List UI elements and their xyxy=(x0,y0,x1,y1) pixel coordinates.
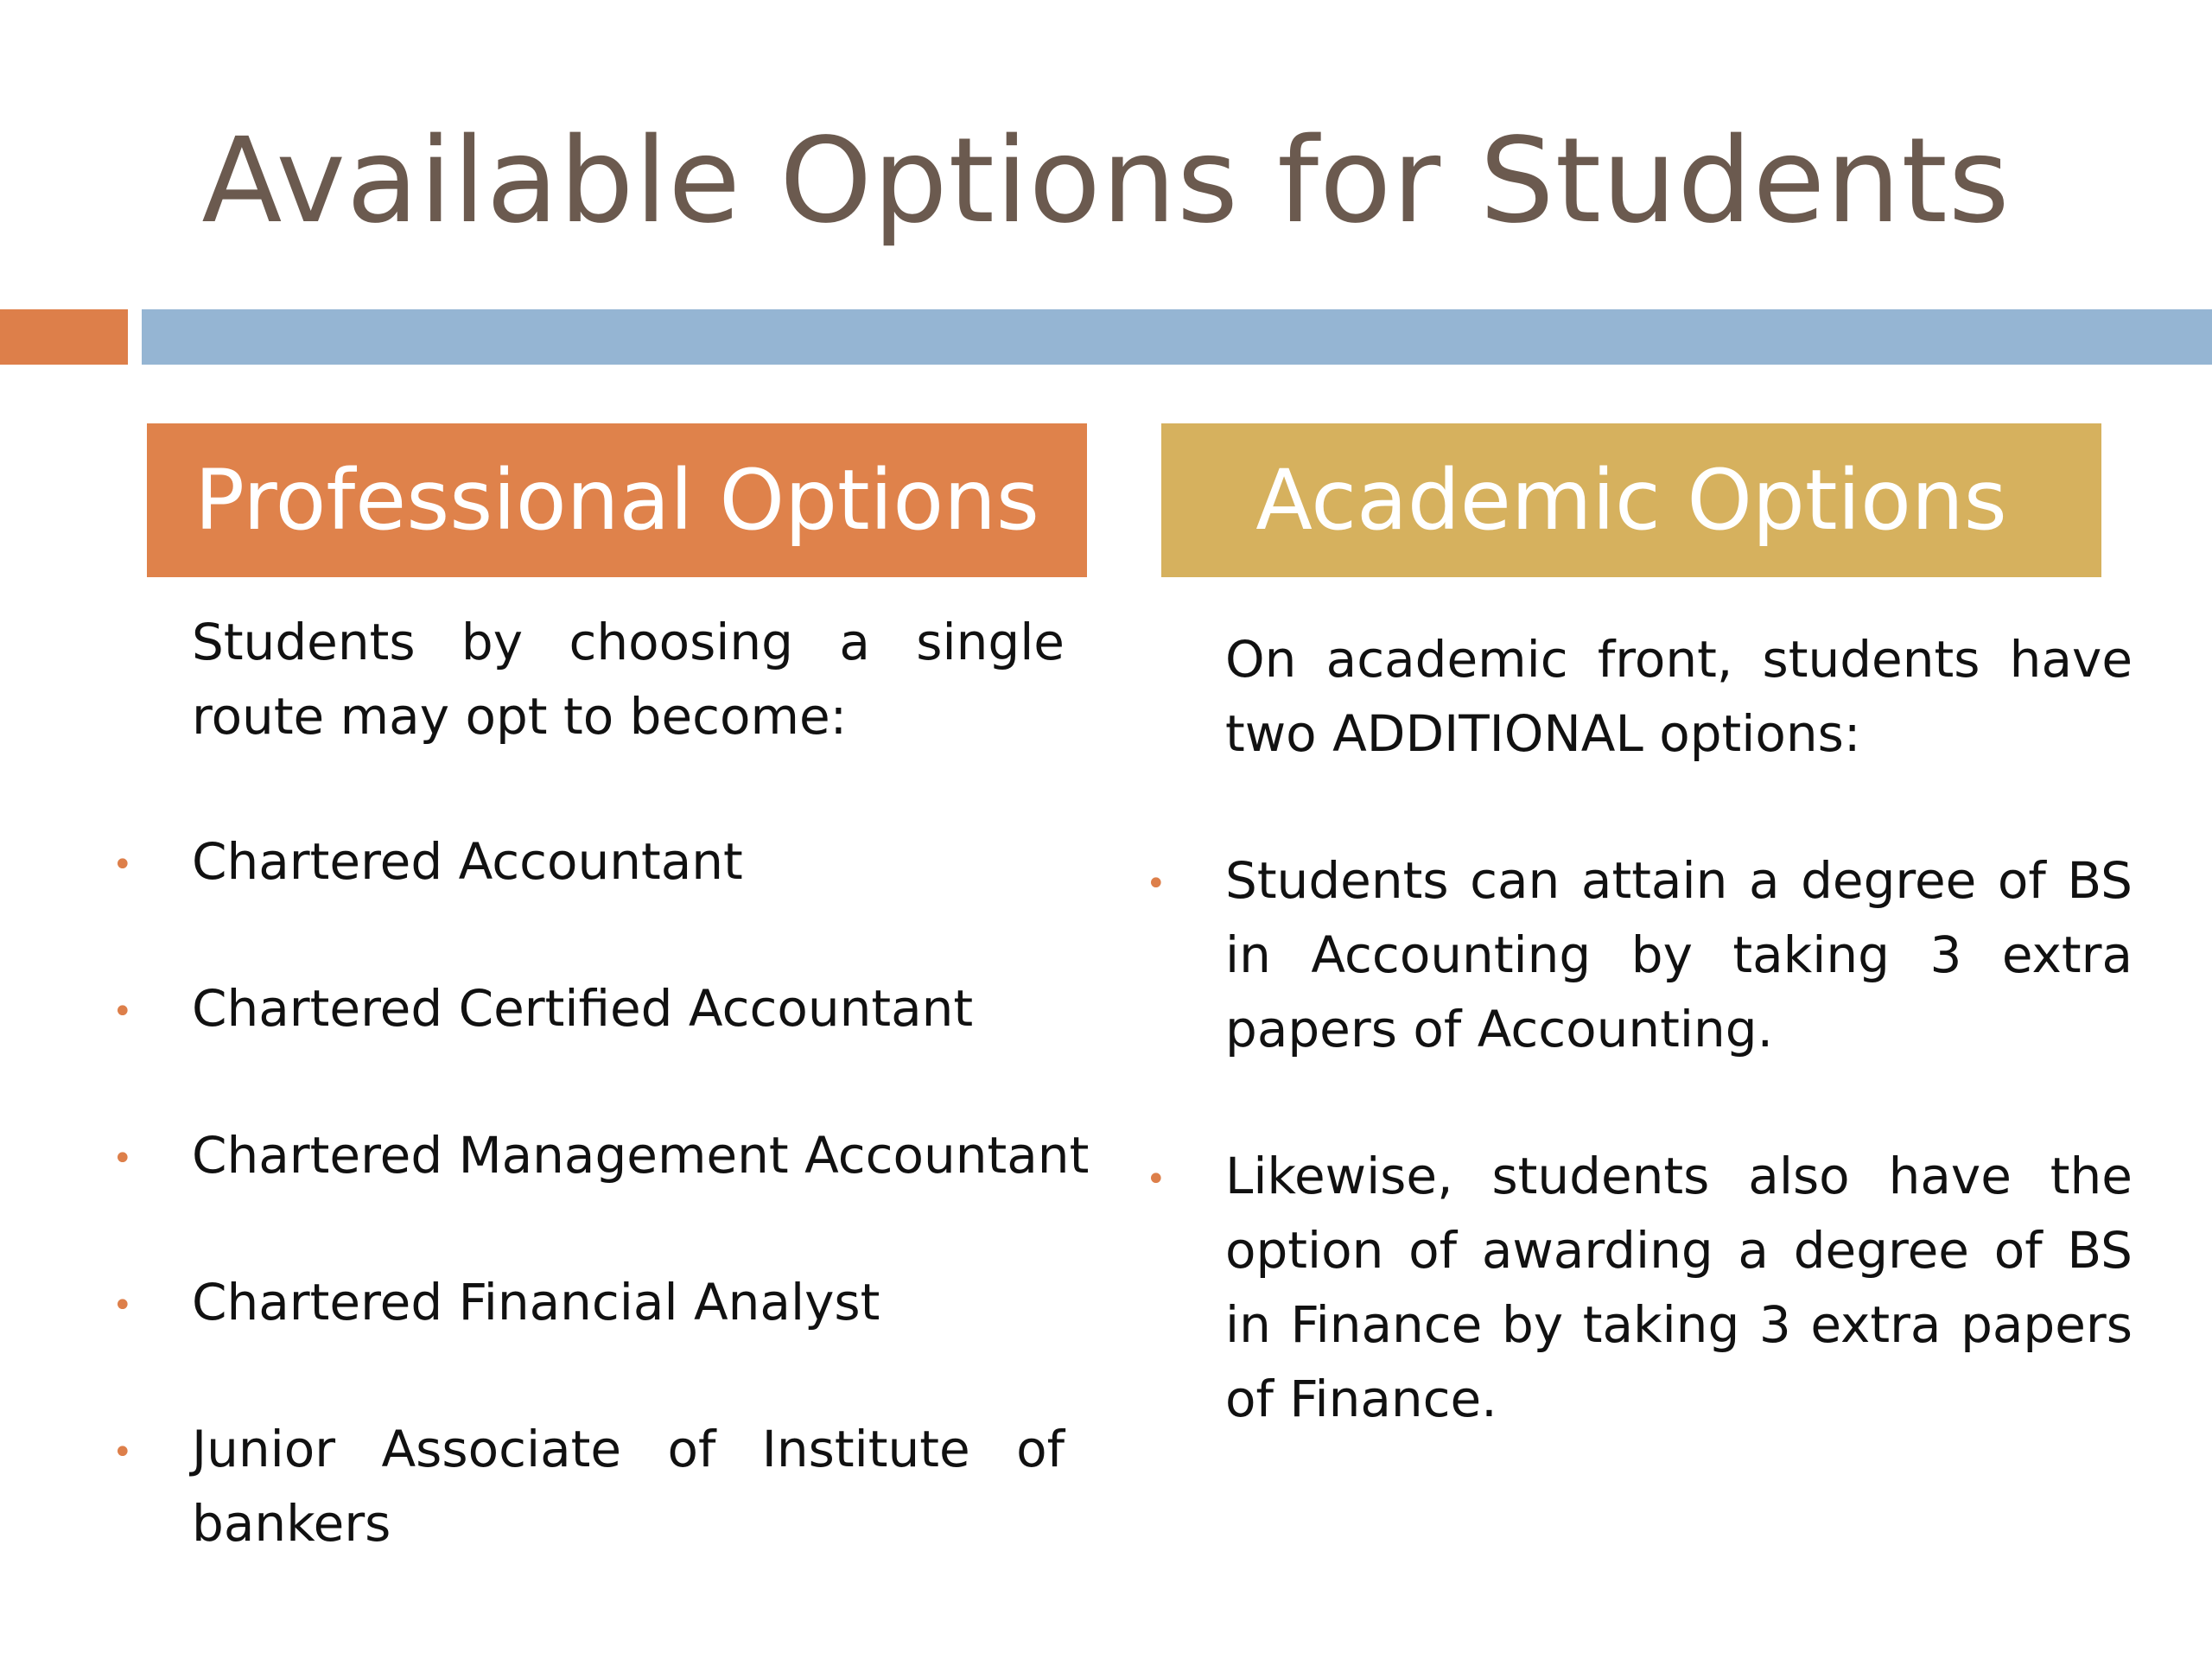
slide-title: Available Options for Students xyxy=(201,113,2011,250)
accent-bar-blue xyxy=(142,309,2212,365)
list-item: Students can attain a degree of BS in Accounting by taking 3 extra papers of Accounting. xyxy=(1225,851,2133,1058)
professional-options-header: Professional Options xyxy=(147,423,1087,577)
bullet-icon: • xyxy=(112,1139,133,1179)
list-item: Chartered Financial Analyst xyxy=(192,1273,880,1332)
bullet-icon: • xyxy=(1146,864,1166,904)
list-item: Junior Associate of Institute of bankers xyxy=(192,1420,1065,1553)
list-item: Chartered Accountant xyxy=(192,832,743,891)
list-item: Chartered Certified Accountant xyxy=(192,979,974,1038)
bullet-icon: • xyxy=(112,1286,133,1325)
professional-intro: Students by choosing a single route may opt to become: xyxy=(192,613,1065,746)
bullet-icon: • xyxy=(1146,1160,1166,1199)
bullet-icon: • xyxy=(112,992,133,1032)
academic-options-header: Academic Options xyxy=(1161,423,2101,577)
accent-bar-orange xyxy=(0,309,128,365)
list-item: Likewise, students also have the option of awarding a degree of BS in Finance by taking 3 extra papers of Finance. xyxy=(1225,1147,2133,1428)
bullet-icon: • xyxy=(112,1433,133,1472)
academic-intro: On academic front, students have two ADDITIONAL options: xyxy=(1225,630,2133,763)
bullet-icon: • xyxy=(112,845,133,885)
list-item: Chartered Management Accountant xyxy=(192,1126,1090,1185)
